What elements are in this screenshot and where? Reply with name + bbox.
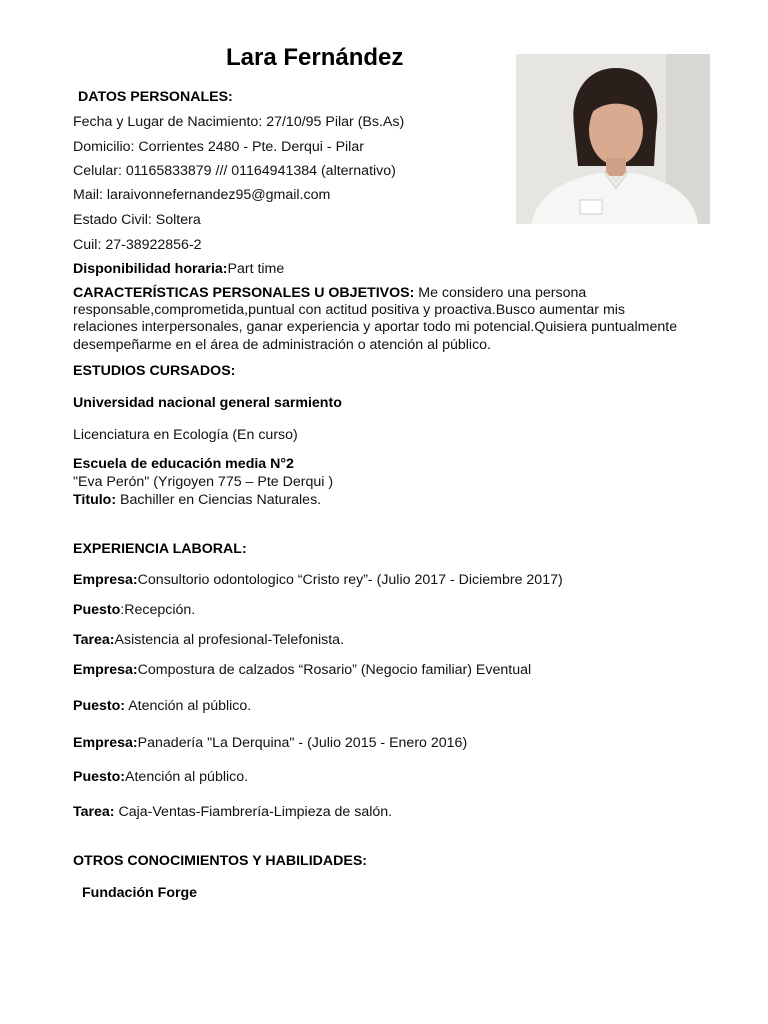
experience-value: Atención al público. [125,769,249,785]
experience-label: Tarea: [73,804,115,820]
experience-item [73,735,467,752]
university-name: Universidad nacional general sarmiento [73,395,342,411]
studies-heading: ESTUDIOS CURSADOS: [73,363,236,379]
experience-label: Empresa: [73,662,138,678]
person-photo-icon [516,54,710,224]
email-info: Mail: laraivonnefernandez95@gmail.com [73,187,331,203]
skills-item: Fundación Forge [82,885,198,901]
title-row [73,492,321,509]
experience-label: Puesto: [73,769,126,785]
experience-value: :Recepción. [120,602,196,618]
title-value: Bachiller en Ciencias Naturales. [116,492,322,508]
degree-info: Licenciatura en Ecología (En curso) [73,427,298,443]
cuil-info: Cuil: 27-38922856-2 [73,237,202,253]
school-name: Escuela de educación media N°2 [73,456,294,472]
experience-value: Compostura de calzados “Rosario” (Negocio familiar) Eventual [137,662,532,678]
experience-value: Atención al público. [125,698,252,714]
experience-item [73,698,251,715]
experience-heading: EXPERIENCIA LABORAL: [73,541,247,557]
experience-item [73,769,248,786]
experience-label: Puesto [73,602,121,618]
profile-photo [516,54,710,224]
objectives-label: CARACTERÍSTICAS PERSONALES U OBJETIVOS: [73,285,415,301]
personal-data-heading: DATOS PERSONALES: [78,89,233,105]
experience-value: Panadería "La Derquina" - (Julio 2015 - Enero 2016) [137,735,468,751]
experience-label: Puesto: [73,698,126,714]
availability-value: Part time [227,261,285,277]
school-detail: "Eva Perón" (Yrigoyen 775 – Pte Derqui ) [73,474,334,490]
experience-label: Empresa: [73,735,138,751]
experience-label: Tarea: [73,632,115,648]
experience-item [73,632,344,649]
civil-status-info: Estado Civil: Soltera [73,212,201,228]
experience-value: Asistencia al profesional-Telefonista. [114,632,345,648]
skills-heading: OTROS CONOCIMIENTOS Y HABILIDADES: [73,853,368,869]
address-info: Domicilio: Corrientes 2480 - Pte. Derqui - Pilar [73,139,364,155]
experience-value: Consultorio odontologico “Cristo rey”- (Julio 2017 - Diciembre 2017) [137,572,563,588]
objectives-paragraph [73,285,693,354]
phone-info: Celular: 01165833879 /// 01164941384 (alternativo) [73,163,396,179]
birth-info: Fecha y Lugar de Nacimiento: 27/10/95 Pilar (Bs.As) [73,114,405,130]
experience-value: Caja-Ventas-Fiambrería-Limpieza de salón. [114,804,393,820]
title-label: Titulo: [73,492,117,508]
experience-item [73,662,531,679]
availability-label: Disponibilidad horaria: [73,261,228,277]
experience-item [73,804,392,821]
experience-item [73,602,195,619]
experience-item [73,572,563,589]
objectives-text: Me considero una persona responsable,comprometida,puntual con actitud positiva y proactiva.Busco aumentar mis relaciones interpersonales, ganar experiencia y aportar todo mi potencial.Quisiera puntualmente desempeñarme en el área de administración o atención al público. [73,285,678,353]
experience-label: Empresa: [73,572,138,588]
candidate-name: Lara Fernández [226,44,404,71]
availability-row [73,261,284,278]
